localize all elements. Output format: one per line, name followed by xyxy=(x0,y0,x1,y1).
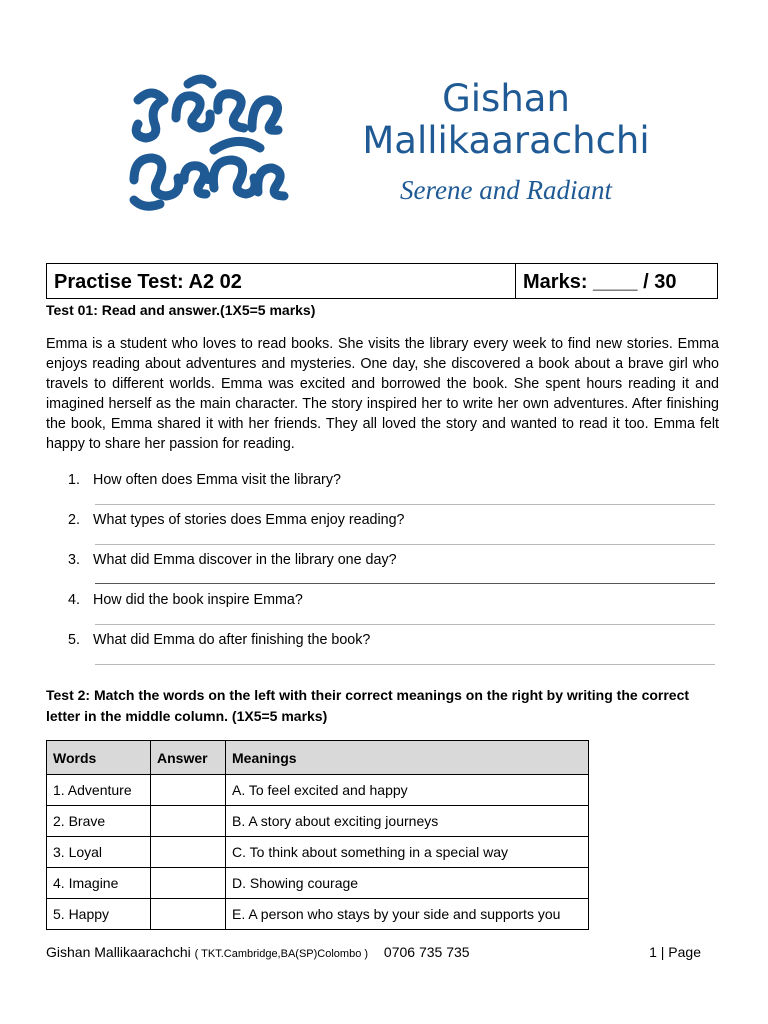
page-number: 1 | Page xyxy=(649,944,701,960)
passage-text: Emma is a student who loves to read books. She visits the library every week to find new stories. Emma enjoys reading about adventures and mysteries. One day, she discovered a book about a brave girl who travels to different worlds. Emma was excited and borrowed the book. She spent hours reading it and imagined herself as the main character. The story inspired her to write her own adventures. After finishing the book, Emma shared it with her friends. They all loved the story and wanted to read it too. Emma felt happy to share her passion for reading. xyxy=(46,336,719,452)
question-number: 3. xyxy=(68,552,80,568)
answer-line-4[interactable] xyxy=(95,624,715,625)
marks-field: Marks: ____ / 30 xyxy=(523,271,677,293)
header-meanings: Meanings xyxy=(226,741,589,775)
footer-phone: 0706 735 735 xyxy=(383,944,470,960)
reading-passage xyxy=(46,334,719,454)
question-text: How did the book inspire Emma? xyxy=(93,592,303,608)
question-text: What did Emma discover in the library one day? xyxy=(93,552,397,568)
question-4 xyxy=(68,590,303,610)
meaning-cell: D. Showing courage xyxy=(226,868,589,899)
table-row xyxy=(47,806,589,837)
question-number: 4. xyxy=(68,592,80,608)
answer-line-5[interactable] xyxy=(95,664,715,665)
matching-table xyxy=(46,740,589,930)
answer-cell[interactable] xyxy=(151,899,226,930)
answer-line-3[interactable] xyxy=(95,583,715,584)
meaning-cell: E. A person who stays by your side and supports you xyxy=(226,899,589,930)
question-text: What types of stories does Emma enjoy reading? xyxy=(93,512,405,528)
question-text: How often does Emma visit the library? xyxy=(93,472,341,488)
brand-logo xyxy=(118,70,293,220)
page-footer xyxy=(46,944,470,962)
word-cell: 4. Imagine xyxy=(47,868,151,899)
answer-cell[interactable] xyxy=(151,837,226,868)
question-5 xyxy=(68,630,370,650)
test2-heading: Test 2: Match the words on the left with their correct meanings on the right by writing the correct letter in the middle column. (1X5=5 marks) xyxy=(46,687,690,724)
table-row xyxy=(47,868,589,899)
question-2 xyxy=(68,510,405,530)
answer-cell[interactable] xyxy=(151,775,226,806)
question-1 xyxy=(68,470,341,490)
answer-cell[interactable] xyxy=(151,868,226,899)
test-title: Practise Test: A2 02 xyxy=(47,264,516,298)
table-header-row xyxy=(47,741,589,775)
question-number: 1. xyxy=(68,472,80,488)
word-cell: 5. Happy xyxy=(47,899,151,930)
table-row xyxy=(47,775,589,806)
brand-name-line1: Gishan xyxy=(442,77,570,120)
header-answer: Answer xyxy=(151,741,226,775)
brand-name-line2: Mallikaarachchi xyxy=(362,119,650,162)
answer-line-2[interactable] xyxy=(95,544,715,545)
header-words: Words xyxy=(47,741,151,775)
footer-author: Gishan Mallikaarachchi xyxy=(46,944,191,960)
question-number: 2. xyxy=(68,512,80,528)
meaning-cell: A. To feel excited and happy xyxy=(226,775,589,806)
word-cell: 3. Loyal xyxy=(47,837,151,868)
question-number: 5. xyxy=(68,632,80,648)
word-cell: 1. Adventure xyxy=(47,775,151,806)
answer-cell[interactable] xyxy=(151,806,226,837)
table-row xyxy=(47,899,589,930)
meaning-cell: C. To think about something in a special way xyxy=(226,837,589,868)
question-3 xyxy=(68,550,397,570)
test1-heading: Test 01: Read and answer.(1X5=5 marks) xyxy=(46,302,316,318)
brand-tagline: Serene and Radiant xyxy=(400,175,612,205)
question-text: What did Emma do after finishing the book? xyxy=(93,632,371,648)
title-table xyxy=(46,263,718,299)
word-cell: 2. Brave xyxy=(47,806,151,837)
footer-qualifications: ( TKT.Cambridge,BA(SP)Colombo ) xyxy=(194,948,369,960)
meaning-cell: B. A story about exciting journeys xyxy=(226,806,589,837)
answer-line-1[interactable] xyxy=(95,504,715,505)
brand-name xyxy=(356,78,656,162)
sinhala-logo-icon xyxy=(118,70,293,220)
table-row xyxy=(47,837,589,868)
